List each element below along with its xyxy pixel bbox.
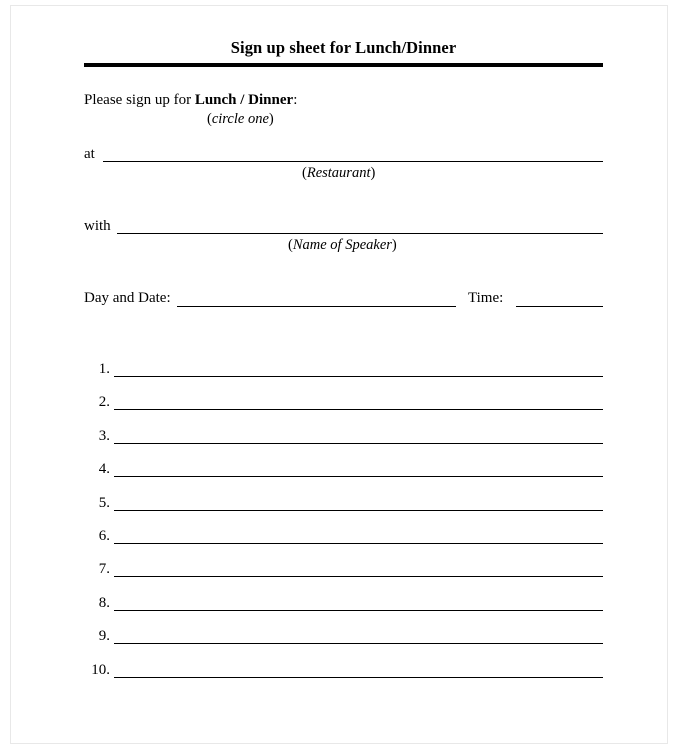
hint-text: circle one	[211, 111, 269, 127]
list-item-number: 3.	[98, 427, 110, 444]
signup-list	[84, 358, 603, 692]
list-item-number: 7.	[98, 561, 110, 578]
list-item-number: 6.	[98, 527, 110, 544]
list-item	[84, 425, 603, 458]
signup-line-input-rule[interactable]	[114, 677, 603, 678]
intro-line	[84, 92, 297, 109]
list-item-number: 4.	[98, 461, 110, 478]
list-item	[84, 592, 603, 625]
list-item-number: 5.	[98, 494, 110, 511]
signup-line-input-rule[interactable]	[114, 443, 603, 444]
speaker-caption	[288, 237, 397, 254]
restaurant-field-input-rule[interactable]	[103, 161, 603, 162]
restaurant-field-label: at	[84, 146, 95, 162]
day-date-field-input-rule[interactable]	[177, 306, 456, 307]
signup-line-input-rule[interactable]	[114, 409, 603, 410]
signup-line-input-rule[interactable]	[114, 476, 603, 477]
time-field-label: Time:	[468, 290, 504, 306]
restaurant-paren-open: (	[302, 165, 307, 181]
intro-colon: :	[293, 92, 298, 108]
restaurant-caption	[302, 165, 375, 182]
speaker-paren-close: )	[391, 237, 397, 253]
page-title: Sign up sheet for Lunch/Dinner	[230, 38, 457, 57]
signup-line-input-rule[interactable]	[114, 610, 603, 611]
restaurant-caption-text: Restaurant	[306, 165, 371, 181]
time-field-input-rule[interactable]	[516, 306, 603, 307]
circle-one-hint	[207, 111, 274, 128]
list-item-number: 10.	[91, 661, 110, 678]
intro-lead-text: Please sign up for	[84, 92, 195, 108]
list-item	[84, 492, 603, 525]
speaker-caption-text: Name of Speaker	[292, 237, 392, 253]
speaker-field-input-rule[interactable]	[117, 233, 603, 234]
hint-paren-close: )	[268, 111, 274, 127]
title-underline-rule	[84, 63, 603, 67]
signup-line-input-rule[interactable]	[114, 376, 603, 377]
signup-line-input-rule[interactable]	[114, 643, 603, 644]
speaker-field-label: with	[84, 218, 111, 234]
signup-line-input-rule[interactable]	[114, 510, 603, 511]
restaurant-paren-close: )	[370, 165, 376, 181]
list-item	[84, 358, 603, 391]
day-date-field-label: Day and Date:	[84, 290, 171, 306]
list-item	[84, 391, 603, 424]
hint-paren-open: (	[207, 111, 212, 127]
list-item	[84, 558, 603, 591]
list-item-number: 8.	[98, 594, 110, 611]
speaker-paren-open: (	[288, 237, 293, 253]
list-item-number: 2.	[98, 394, 110, 411]
list-item	[84, 659, 603, 692]
list-item-number: 1.	[98, 361, 110, 377]
list-item	[84, 458, 603, 491]
signup-line-input-rule[interactable]	[114, 576, 603, 577]
list-item	[84, 525, 603, 558]
list-item	[84, 625, 603, 658]
list-item-number: 9.	[98, 628, 110, 645]
meal-options-text: Lunch / Dinner	[194, 92, 294, 108]
signup-line-input-rule[interactable]	[114, 543, 603, 544]
